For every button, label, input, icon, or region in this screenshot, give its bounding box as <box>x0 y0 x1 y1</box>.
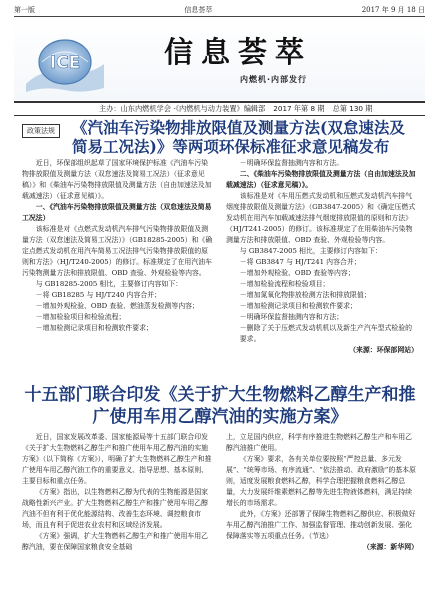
article1-column-left <box>22 158 214 334</box>
sponsor-info: 主办：山东内燃机学会 ·《内燃机与动力装置》编辑部 <box>99 104 266 113</box>
article2-column-right <box>226 432 418 553</box>
article2-paragraph: 上，立足国内供应，科学有序推进生物燃料乙醇生产和车用乙醇汽油推广使用。 <box>226 433 413 452</box>
article2-paragraph: 《方案》要求，各有关单位要按照“严控总量、多元发展”、“统筹市场、有序流通”、“依法推动、政府激励”的基本原则，适度发展粮食燃料乙醇，科学合理把握粮食燃料乙醇总量，大力发展纤维素燃料乙醇等先进生物液体燃料，满足持续增长的市场需求。 <box>226 455 416 507</box>
article1-paragraph: 与 GB3847-2005 相比，主要修订内容如下： <box>239 247 382 255</box>
article1-list-item: －增加外观检验、OBD 查验等内容； <box>239 269 355 277</box>
article1-paragraph: 该标准是对《车用压燃式发动机和压燃式发动机汽车排气烟度排放限值及测量方法》（GB3847-2005）和《确定压燃式发动机在用汽车加载减速法排气烟度排放限值的原则和方法》（HJ/T241-2005）的修订。该标准规定了在用柴油车污染物测量方法和排放限值、OBD 查验、外观检验等内容。 <box>226 192 416 244</box>
article1-list-item: －增加氮氧化物排放检测方法和排放限值； <box>239 291 371 299</box>
article1-paragraph: 近日，环保部组织起草了国家环境保护标准《汽油车污染物排放限值及测量方法（双怠速法及简易工况法）（征求意见稿）》和《柴油车污染物排放限值及测量方法（自由加速法及加载减速法）（征求意见稿）》。 <box>22 159 212 200</box>
article2-title: 十五部门联合印发《关于扩大生物燃料乙醇生产和推广使用车用乙醇汽油的实施方案》 <box>24 385 416 427</box>
total-issue-number: 总第 130 期 <box>332 104 373 113</box>
article1-list-item: －明确环保监督抽测内容和方法； <box>239 313 344 321</box>
article1-list-item: －增加检测记录项目和检测软件要求； <box>239 302 357 310</box>
masthead <box>14 18 425 100</box>
article1-subheading: 二、《柴油车污染物排放限值及测量方法（自由加速法及加载减速法）（征求意见稿）》。 <box>226 170 416 189</box>
article1-list-item: －将 GB18285 与 HJ/T240 内容合并； <box>35 291 162 299</box>
article1-title: 《汽油车污染物排放限值及测量方法(双怠速法及简易工况法)》等两项环保标准征求意见稿发布 <box>72 118 405 156</box>
article1-source: （来源：环保部网站） <box>349 346 418 354</box>
article2-paragraph: 此外，《方案》还部署了保障生物燃料乙醇供应、积极做好车用乙醇汽油推广工作、加强监督管理、推动创新发展、强化保障落实等五项重点任务。（节选） <box>226 510 416 540</box>
issue-number: 2017 年第 8 期 <box>273 104 325 113</box>
issue-date: 2017 年 9 月 18 日 <box>361 6 425 14</box>
article1-paragraph: 该标准是对《点燃式发动机汽车排气污染物排放限值及测量方法（双怠速法及简易工况法）》（GB18285-2005）和《确定点燃式发动机在用汽车简易工况法排气污染物排放限值的原则和方法》（HJ/T240-2005）的修订。标准规定了在用汽油车污染物测量方法和排放限值、OBD 查验、外观检验等内容。 <box>22 225 213 277</box>
ice-logo-icon <box>22 28 108 96</box>
article2-column-left <box>22 432 214 553</box>
section-tag: 政策法规 <box>22 124 60 138</box>
publication-info-line <box>14 101 425 116</box>
article1-subheading: 一、《汽油车污染物排放限值及测量方法（双怠速法及简易工况法） <box>22 203 212 222</box>
edition-label: 第一版 <box>14 6 35 14</box>
article1-list-item: －增加检验流程和检验项目； <box>239 280 330 288</box>
article1-list-item: －增加检测记录项目和检测软件要求； <box>35 324 153 332</box>
article1-list-item: －增加外观检验、OBD 查验、燃油蒸发检测等内容； <box>35 302 199 310</box>
article1-list-item: －删除了关于压燃式发动机机以及新生产汽车型式检验的要求。 <box>239 324 413 343</box>
top-bar <box>14 4 425 17</box>
article2-paragraph: 《方案》强调，扩大生物燃料乙醇生产和推广使用车用乙醇汽油，要在保障国家粮食安全基础 <box>22 532 209 551</box>
article1-column-right <box>226 158 418 356</box>
article2-paragraph: 近日，国家发展改革委、国家能源局等十五部门联合印发《关于扩大生物燃料乙醇生产和推广使用车用乙醇汽油的实施方案》（以下简称《方案》），明确了扩大生物燃料乙醇生产和推广使用车用乙醇汽油工作的重要意义、指导思想、基本原则、主要目标和重点任务。 <box>22 433 212 485</box>
article1-paragraph: 与 GB18285-2005 相比，主要修订内容如下： <box>35 280 183 288</box>
paper-subtitle: 内燃机·内部发行 <box>240 75 308 84</box>
article1-list-item: －增加检验项目和检验流程； <box>35 313 126 321</box>
article2-paragraph: 《方案》指出，以生物燃料乙醇为代表的生物能源是国家战略性新兴产业。扩大生物燃料乙醇生产和推广使用车用乙醇汽油不但有利于优化能源结构、改善生态环境、调控粮食市场，而且有利于促进农业农村和区域经济发展。 <box>22 488 209 529</box>
paper-title: 信息荟萃 <box>164 35 313 69</box>
paper-name-small: 信息荟萃 <box>184 6 213 14</box>
logo-text: ICE <box>49 53 81 73</box>
article2-source: （来源：新华网） <box>362 543 418 551</box>
article1-list-item: －明确环保监督抽测内容和方法。 <box>239 159 344 167</box>
article1-list-item: －将 GB3847 与 HJ/T241 内容合并； <box>239 258 361 266</box>
